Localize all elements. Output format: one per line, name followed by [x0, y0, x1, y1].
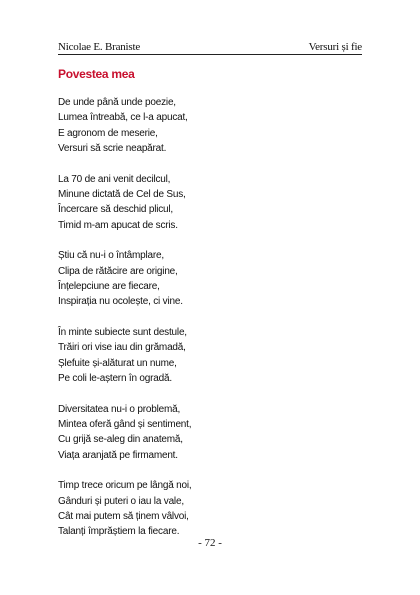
poem-line: Talanți împrăștiem la fiecare.	[58, 526, 180, 538]
poem-line: E agronom de meserie,	[58, 127, 158, 139]
poem-line: Diversitatea nu-i o problemă,	[58, 403, 181, 415]
poem-line: Clipa de rătăcire are origine,	[58, 265, 178, 277]
poem-line: Timid m-am apucat de scris.	[58, 219, 178, 231]
header-author: Nicolae E. Braniste	[58, 41, 141, 53]
poem-content	[58, 65, 362, 540]
poem-line: Trăiri ori vise iau din grămadă,	[58, 342, 186, 354]
running-header	[58, 38, 362, 55]
poem-line: Încercare să deschid plicul,	[58, 204, 174, 216]
poem-line: Lumea întreabă, ce l-a apucat,	[58, 112, 188, 124]
poem-line: Inspirația nu ocolește, ci vine.	[58, 296, 183, 308]
stanza-5	[58, 402, 362, 464]
poem-line: Mintea oferă gând și sentiment,	[58, 418, 192, 430]
poem-line: Timp trece oricum pe lângă noi,	[58, 480, 192, 492]
poem-title: Povestea mea	[58, 67, 135, 81]
poem-body	[58, 95, 362, 540]
stanza-3	[58, 248, 362, 310]
poem-line: Cu grijă se-aleg din anatemă,	[58, 434, 183, 446]
poem-line: Minune dictată de Cel de Sus,	[58, 189, 186, 201]
poem-line: Știu că nu-i o întâmplare,	[58, 250, 164, 262]
poem-line: Cât mai putem să ținem vâlvoi,	[58, 510, 189, 522]
stanza-2	[58, 172, 362, 234]
poem-line: Înțelepciune are fiecare,	[58, 281, 160, 293]
poem-line: În minte subiecte sunt destule,	[58, 326, 187, 338]
poem-line: De unde până unde poezie,	[58, 97, 176, 108]
stanza-1	[58, 95, 362, 157]
stanza-4	[58, 325, 362, 387]
poem-line: Viața aranjată pe firmament.	[58, 449, 178, 461]
poem-line: Șlefuite și-alăturat un nume,	[58, 357, 177, 369]
page-number: - 72 -	[198, 537, 222, 549]
stanza-6	[58, 478, 362, 540]
poem-line: Pe coli le-aștern în ogradă.	[58, 373, 172, 385]
poem-line: La 70 de ani venit decilcul,	[58, 173, 171, 185]
poem-line: Versuri să scrie neapărat.	[58, 143, 167, 155]
poem-line: Gânduri și puteri o iau la vale,	[58, 495, 184, 507]
header-book-title: Versuri și fie	[308, 41, 362, 53]
